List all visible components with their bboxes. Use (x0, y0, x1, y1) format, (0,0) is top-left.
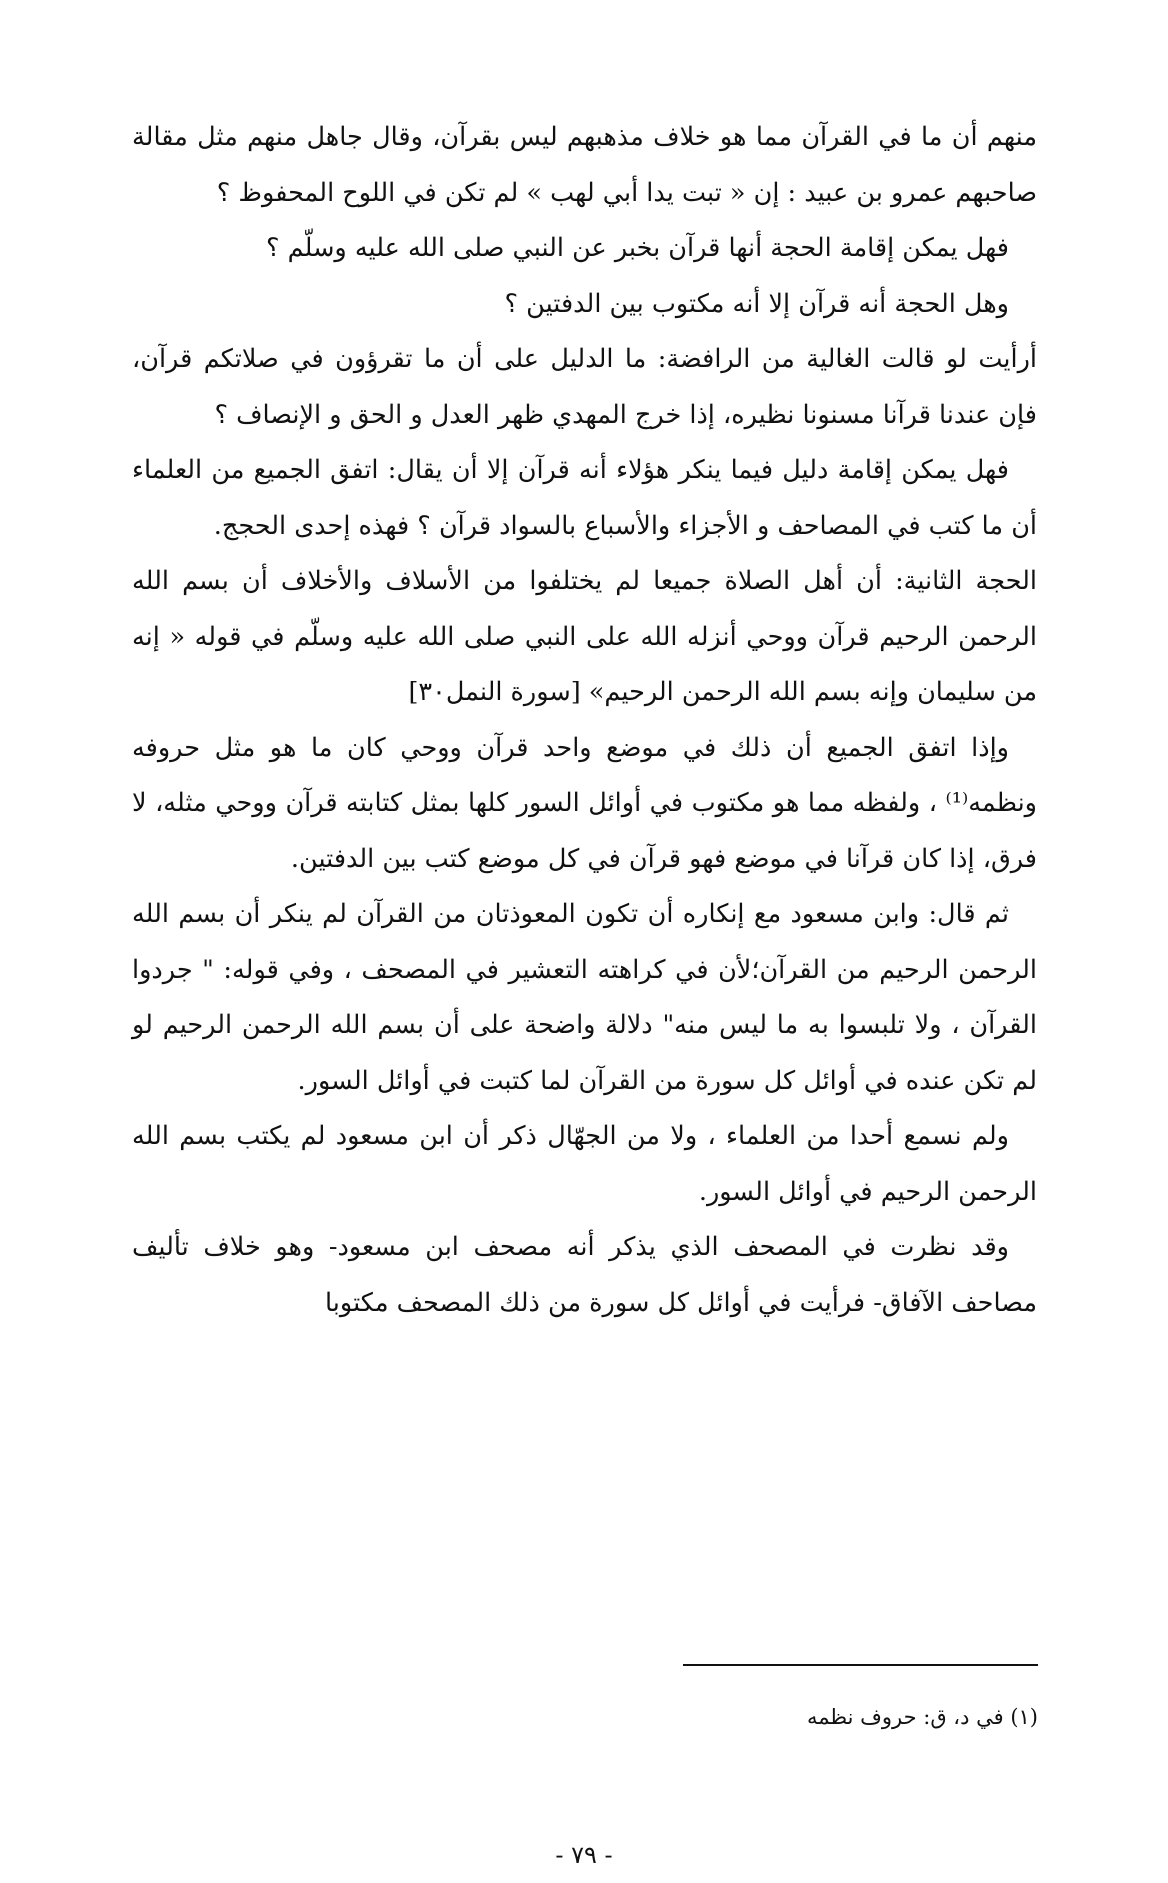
paragraph-4: أرأيت لو قالت الغالية من الرافضة: ما الدليل على أن ما تقرؤون في صلاتكم قرآن، فإن عندنا قرآنا مسنونا نظيره، إذا خرج المهدي ظهر العدل و الحق و الإنصاف ؟ (132, 344, 1037, 430)
page-number: - ٧٩ - (555, 1841, 613, 1869)
paragraph-1: منهم أن ما في القرآن مما هو خلاف مذهبهم ليس بقرآن، وقال جاهل منهم مثل مقالة صاحبهم عمرو بن عبيد : إن « تبت يدا أبي لهب » لم تكن في اللوح المحفوظ ؟ (132, 122, 1037, 208)
paragraph-3: وهل الحجة أنه قرآن إلا أنه مكتوب بين الدفتين ؟ (504, 288, 1009, 319)
paragraph-7: وإذا اتفق الجميع أن ذلك في موضع واحد قرآن ووحي كان ما هو مثل حروفه ونظمه⁽¹⁾ ، ولفظه مما هو مكتوب في أوائل السور كلها بمثل كتابته قرآن ووحي مثله، لا فرق، إذا كان قرآنا في موضع فهو قرآن في كل موضع كتب بين الدفتين. (132, 732, 1037, 874)
main-text (132, 110, 1037, 1331)
paragraph-5: فهل يمكن إقامة دليل فيما ينكر هؤلاء أنه قرآن إلا أن يقال: اتفق الجميع من العلماء أن ما كتب في المصاحف و الأجزاء والأسباع بالسواد قرآن ؟ فهذه إحدى الحجج. (132, 455, 1037, 541)
footnote: (١) في د، ق: حروف نظمه (806, 1705, 1038, 1729)
paragraph-8: ثم قال: وابن مسعود مع إنكاره أن تكون المعوذتان من القرآن لم ينكر أن بسم الله الرحمن الرحيم من القرآن؛لأن في كراهته التعشير في المصحف ، وفي قوله: " جردوا القرآن ، ولا تلبسوا به ما ليس منه" دلالة واضحة على أن بسم الله الرحمن الرحيم لو لم تكن عنده في أوائل كل سورة من القرآن لما كتبت في أوائل السور. (132, 899, 1037, 1096)
paragraph-10: وقد نظرت في المصحف الذي يذكر أنه مصحف ابن مسعود- وهو خلاف تأليف مصاحف الآفاق- فرأيت في أوائل كل سورة من ذلك المصحف مكتوبا (132, 1232, 1037, 1318)
paragraph-9: ولم نسمع أحدا من العلماء ، ولا من الجهّال ذكر أن ابن مسعود لم يكتب بسم الله الرحمن الرحيم في أوائل السور. (132, 1121, 1037, 1207)
paragraph-6: الحجة الثانية: أن أهل الصلاة جميعا لم يختلفوا من الأسلاف والأخلاف أن بسم الله الرحمن الرحيم قرآن ووحي أنزله الله على النبي صلى الله عليه وسلّم في قوله « إنه من سليمان وإنه بسم الله الرحمن الرحيم» [سورة النمل٣٠] (132, 566, 1037, 707)
footnote-divider (683, 1664, 1038, 1666)
paragraph-2: فهل يمكن إقامة الحجة أنها قرآن بخبر عن النبي صلى الله عليه وسلّم ؟ (266, 233, 1009, 263)
